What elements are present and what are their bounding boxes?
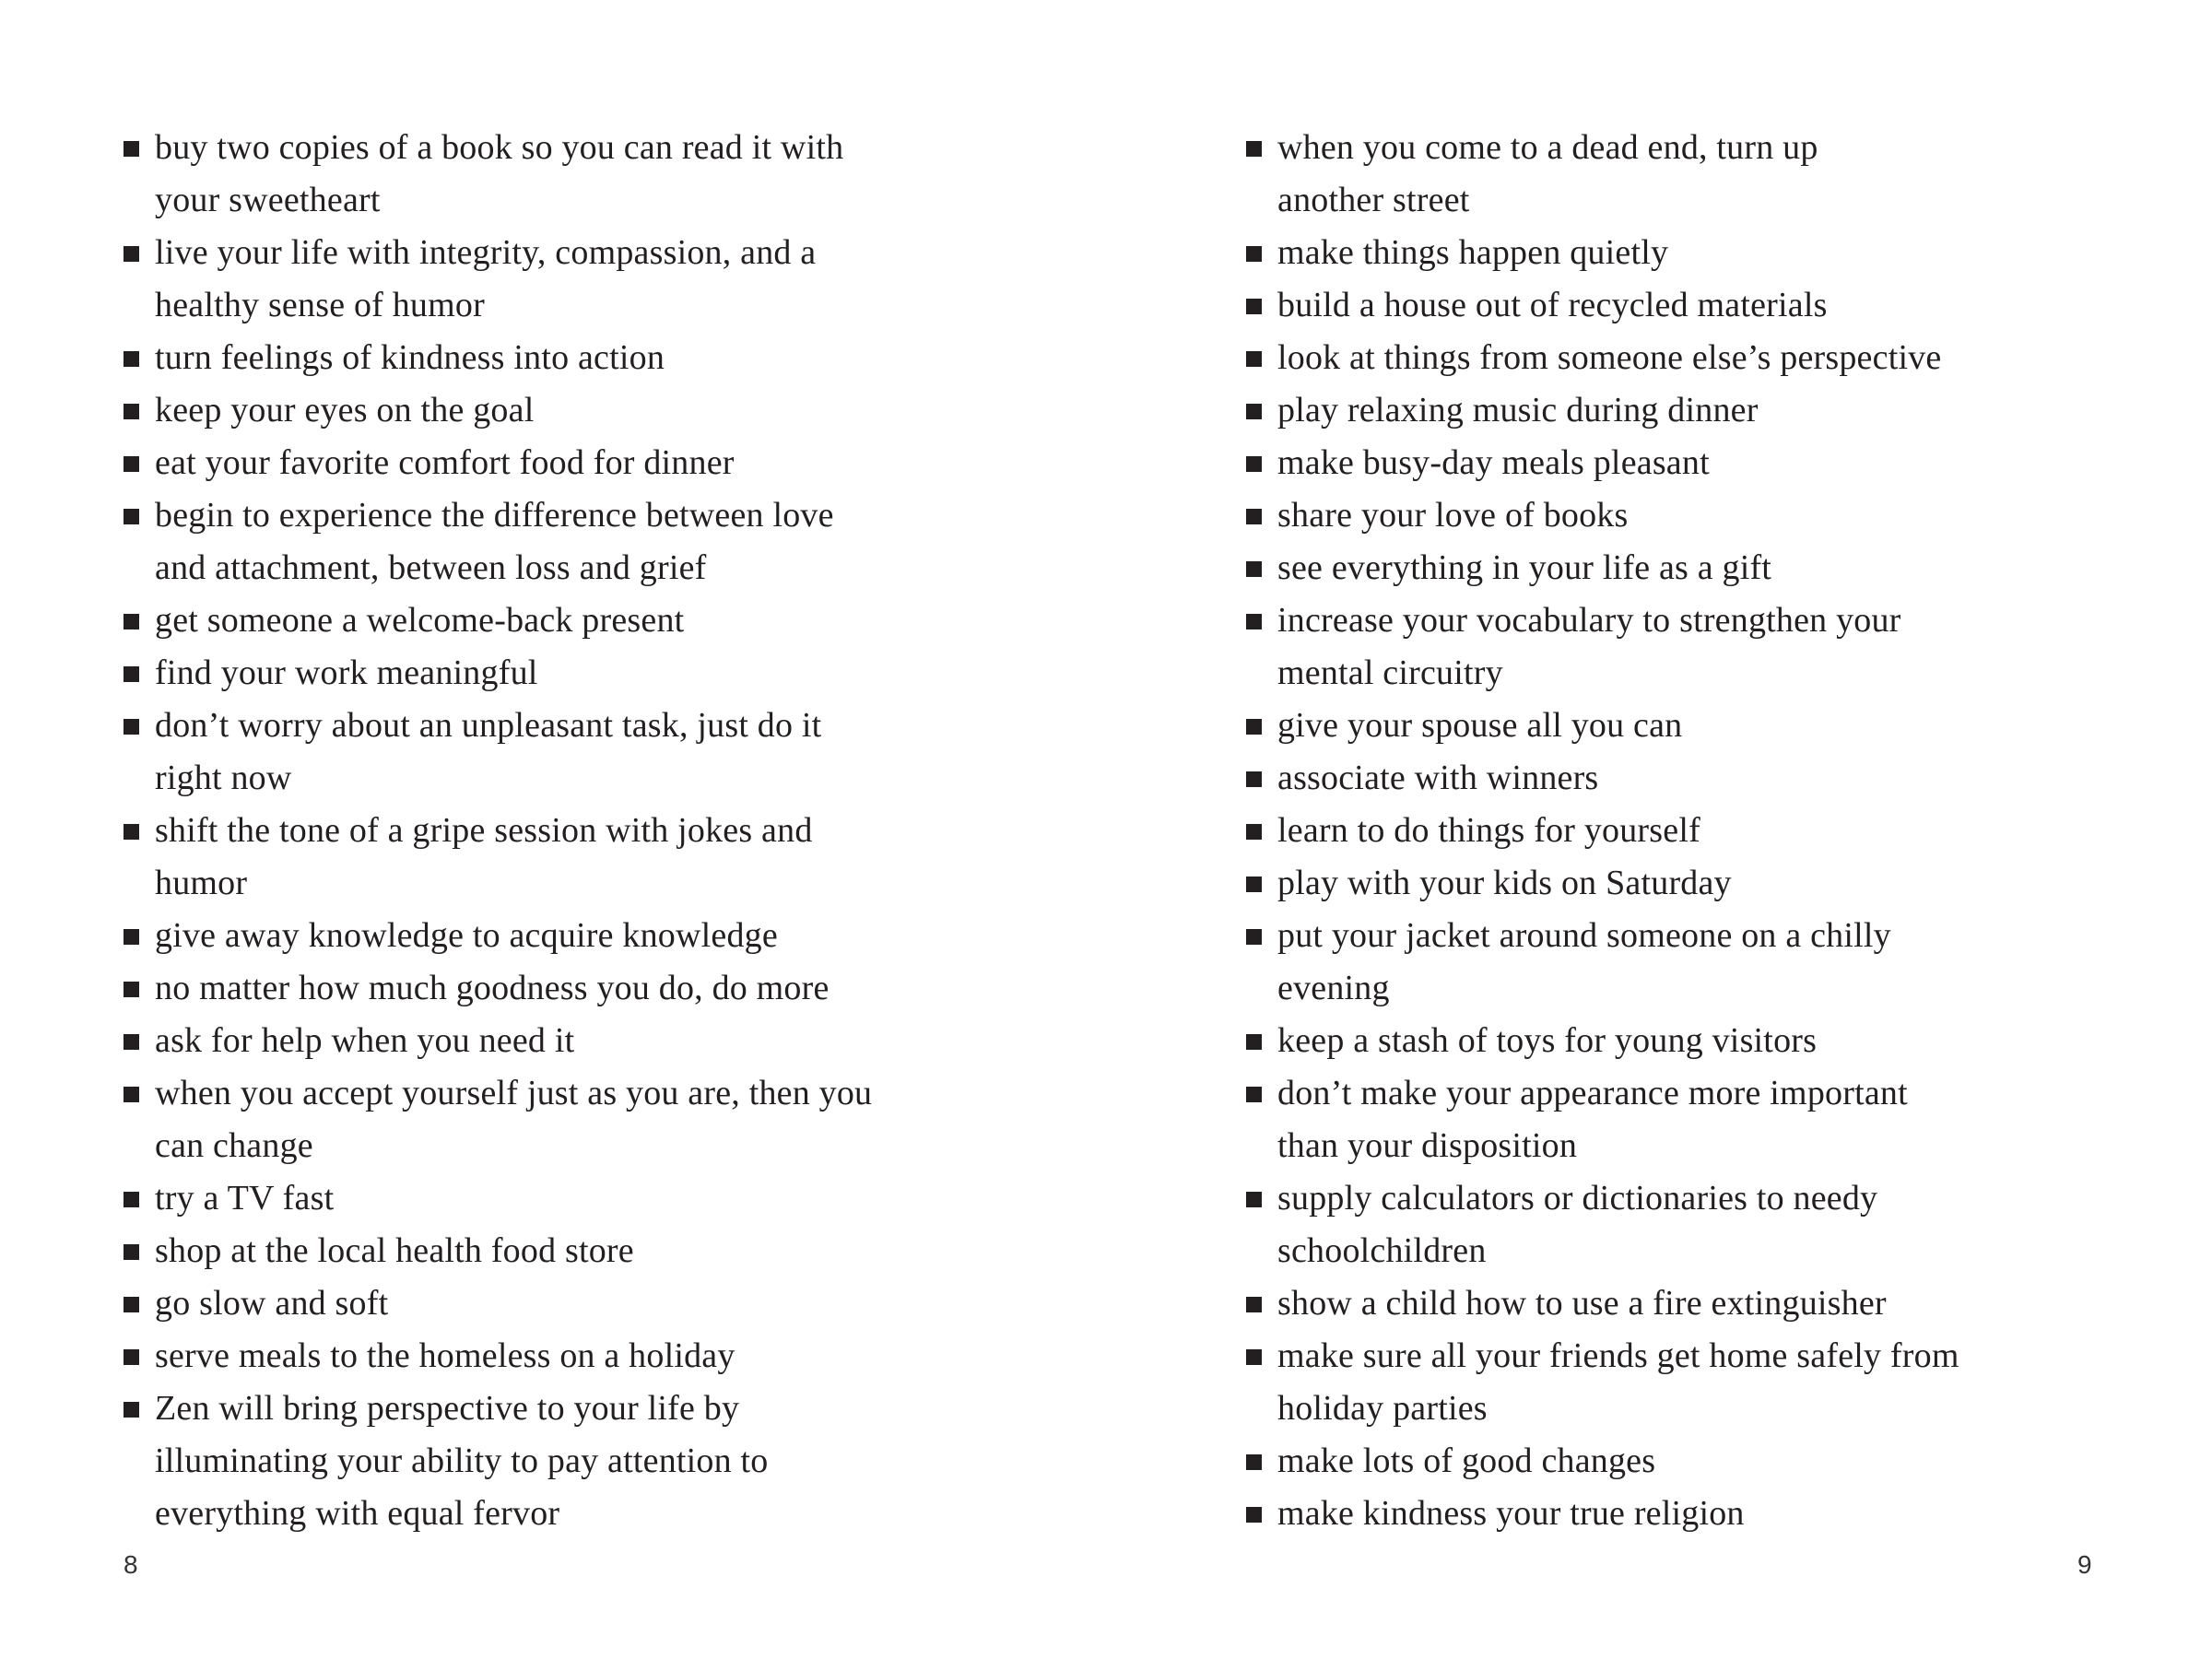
list-item (1246, 332, 2177, 384)
list-item-text: go slow and soft (155, 1284, 389, 1323)
square-bullet-icon (1246, 719, 1262, 735)
list-item-text: give away knowledge to acquire knowledge (155, 916, 778, 955)
list-item-text: don’t make your appearance more important than your disposition (1277, 1074, 1908, 1165)
list-item-text: find your work meaningful (155, 653, 538, 692)
square-bullet-icon (124, 824, 139, 840)
list-item (124, 1330, 1054, 1382)
list-item-text: keep a stash of toys for young visitors (1277, 1021, 1818, 1060)
list-item (1246, 1067, 2177, 1172)
list-item (1246, 1015, 2177, 1067)
list-item (124, 332, 1054, 384)
list-item-text: Zen will bring perspective to your life by illuminating your ability to pay attention to everything with equal fervor (155, 1389, 769, 1533)
square-bullet-icon (1246, 509, 1262, 524)
square-bullet-icon (124, 614, 139, 629)
list-item-text: make things happen quietly (1277, 233, 1669, 272)
list-item (1246, 752, 2177, 805)
square-bullet-icon (124, 719, 139, 735)
list-item-text: make kindness your true religion (1277, 1494, 1745, 1533)
list-item (124, 1172, 1054, 1225)
list-item (1246, 437, 2177, 489)
list-item (124, 910, 1054, 962)
list-item-text: no matter how much goodness you do, do more (155, 969, 830, 1007)
list-item (1246, 122, 2177, 227)
square-bullet-icon (124, 246, 139, 262)
list-item (1246, 1330, 2177, 1435)
square-bullet-icon (124, 1297, 139, 1312)
list-item-text: keep your eyes on the goal (155, 391, 535, 429)
list-item-text: when you come to a dead end, turn up another street (1277, 128, 1818, 219)
list-item-text: when you accept yourself just as you are, then you can change (155, 1074, 873, 1165)
list-item-text: associate with winners (1277, 759, 1599, 797)
square-bullet-icon (1246, 141, 1262, 157)
square-bullet-icon (1246, 456, 1262, 472)
list-item-text: make lots of good changes (1277, 1441, 1656, 1480)
list-item-text: learn to do things for yourself (1277, 811, 1700, 850)
list-item (124, 437, 1054, 489)
square-bullet-icon (124, 1192, 139, 1207)
list-item-text: build a house out of recycled materials (1277, 286, 1828, 324)
square-bullet-icon (1246, 1349, 1262, 1365)
list-item (124, 122, 1054, 227)
square-bullet-icon (1246, 1507, 1262, 1523)
list-item (124, 647, 1054, 700)
list-item-text: ask for help when you need it (155, 1021, 575, 1060)
list-item (124, 489, 1054, 594)
list-item-text: give your spouse all you can (1277, 706, 1683, 745)
list-item (124, 1067, 1054, 1172)
square-bullet-icon (124, 1087, 139, 1102)
list-item-text: begin to experience the difference between love and attachment, between loss and grief (155, 496, 834, 587)
square-bullet-icon (124, 404, 139, 419)
list-item-text: shift the tone of a gripe session with jokes and humor (155, 811, 813, 902)
square-bullet-icon (1246, 614, 1262, 629)
list-item (124, 1225, 1054, 1277)
list-item-text: eat your favorite comfort food for dinner (155, 443, 735, 482)
page-number-right: 9 (2077, 1550, 2092, 1579)
list-item-text: don’t worry about an unpleasant task, just do it right now (155, 706, 822, 797)
square-bullet-icon (124, 351, 139, 367)
list-item (124, 1277, 1054, 1330)
square-bullet-icon (1246, 1297, 1262, 1312)
square-bullet-icon (1246, 404, 1262, 419)
list-item-text: share your love of books (1277, 496, 1629, 535)
list-item (1246, 910, 2177, 1015)
list-item (1246, 279, 2177, 332)
square-bullet-icon (1246, 929, 1262, 945)
list-item (1246, 542, 2177, 594)
list-item-text: make busy-day meals pleasant (1277, 443, 1710, 482)
list-item (1246, 1435, 2177, 1488)
page-right (1246, 0, 2177, 1659)
list-item-text: show a child how to use a fire extinguisher (1277, 1284, 1887, 1323)
square-bullet-icon (124, 1402, 139, 1418)
list-item-text: live your life with integrity, compassion, and a healthy sense of humor (155, 233, 817, 324)
square-bullet-icon (1246, 771, 1262, 787)
square-bullet-icon (124, 509, 139, 524)
square-bullet-icon (1246, 1192, 1262, 1207)
list-item (1246, 384, 2177, 437)
list-item (1246, 1277, 2177, 1330)
square-bullet-icon (124, 456, 139, 472)
square-bullet-icon (1246, 246, 1262, 262)
square-bullet-icon (1246, 1454, 1262, 1470)
square-bullet-icon (124, 1244, 139, 1260)
list-item (1246, 1488, 2177, 1540)
list-item-text: get someone a welcome-back present (155, 601, 685, 640)
list-item (1246, 857, 2177, 910)
list-item (1246, 700, 2177, 752)
page-left-list (124, 122, 1054, 1540)
list-item-text: play relaxing music during dinner (1277, 391, 1759, 429)
list-item (124, 384, 1054, 437)
list-item (1246, 1172, 2177, 1277)
list-item-text: try a TV fast (155, 1179, 335, 1218)
list-item (124, 1382, 1054, 1540)
square-bullet-icon (124, 929, 139, 945)
square-bullet-icon (124, 666, 139, 682)
list-item-text: turn feelings of kindness into action (155, 338, 665, 377)
square-bullet-icon (1246, 1034, 1262, 1050)
list-item (1246, 594, 2177, 700)
square-bullet-icon (1246, 824, 1262, 840)
square-bullet-icon (1246, 299, 1262, 314)
square-bullet-icon (1246, 561, 1262, 577)
square-bullet-icon (124, 141, 139, 157)
list-item-text: supply calculators or dictionaries to needy schoolchildren (1277, 1179, 1878, 1270)
list-item-text: play with your kids on Saturday (1277, 864, 1732, 902)
list-item (124, 805, 1054, 910)
list-item (124, 962, 1054, 1015)
square-bullet-icon (1246, 1087, 1262, 1102)
list-item (1246, 489, 2177, 542)
list-item (1246, 805, 2177, 857)
list-item-text: make sure all your friends get home safely from holiday parties (1277, 1336, 1959, 1428)
list-item (124, 700, 1054, 805)
square-bullet-icon (1246, 351, 1262, 367)
page-number-left: 8 (124, 1550, 138, 1579)
list-item (1246, 227, 2177, 279)
square-bullet-icon (124, 982, 139, 997)
list-item (124, 227, 1054, 332)
list-item-text: see everything in your life as a gift (1277, 548, 1772, 587)
square-bullet-icon (1246, 877, 1262, 892)
square-bullet-icon (124, 1349, 139, 1365)
list-item-text: buy two copies of a book so you can read it with your sweetheart (155, 128, 844, 219)
page-left (124, 0, 1054, 1659)
list-item-text: shop at the local health food store (155, 1231, 634, 1270)
list-item-text: look at things from someone else’s perspective (1277, 338, 1942, 377)
list-item (124, 594, 1054, 647)
page-right-list (1246, 122, 2177, 1540)
list-item-text: serve meals to the homeless on a holiday (155, 1336, 735, 1375)
list-item-text: put your jacket around someone on a chilly evening (1277, 916, 1891, 1007)
list-item (124, 1015, 1054, 1067)
list-item-text: increase your vocabulary to strengthen your mental circuitry (1277, 601, 1901, 692)
square-bullet-icon (124, 1034, 139, 1050)
